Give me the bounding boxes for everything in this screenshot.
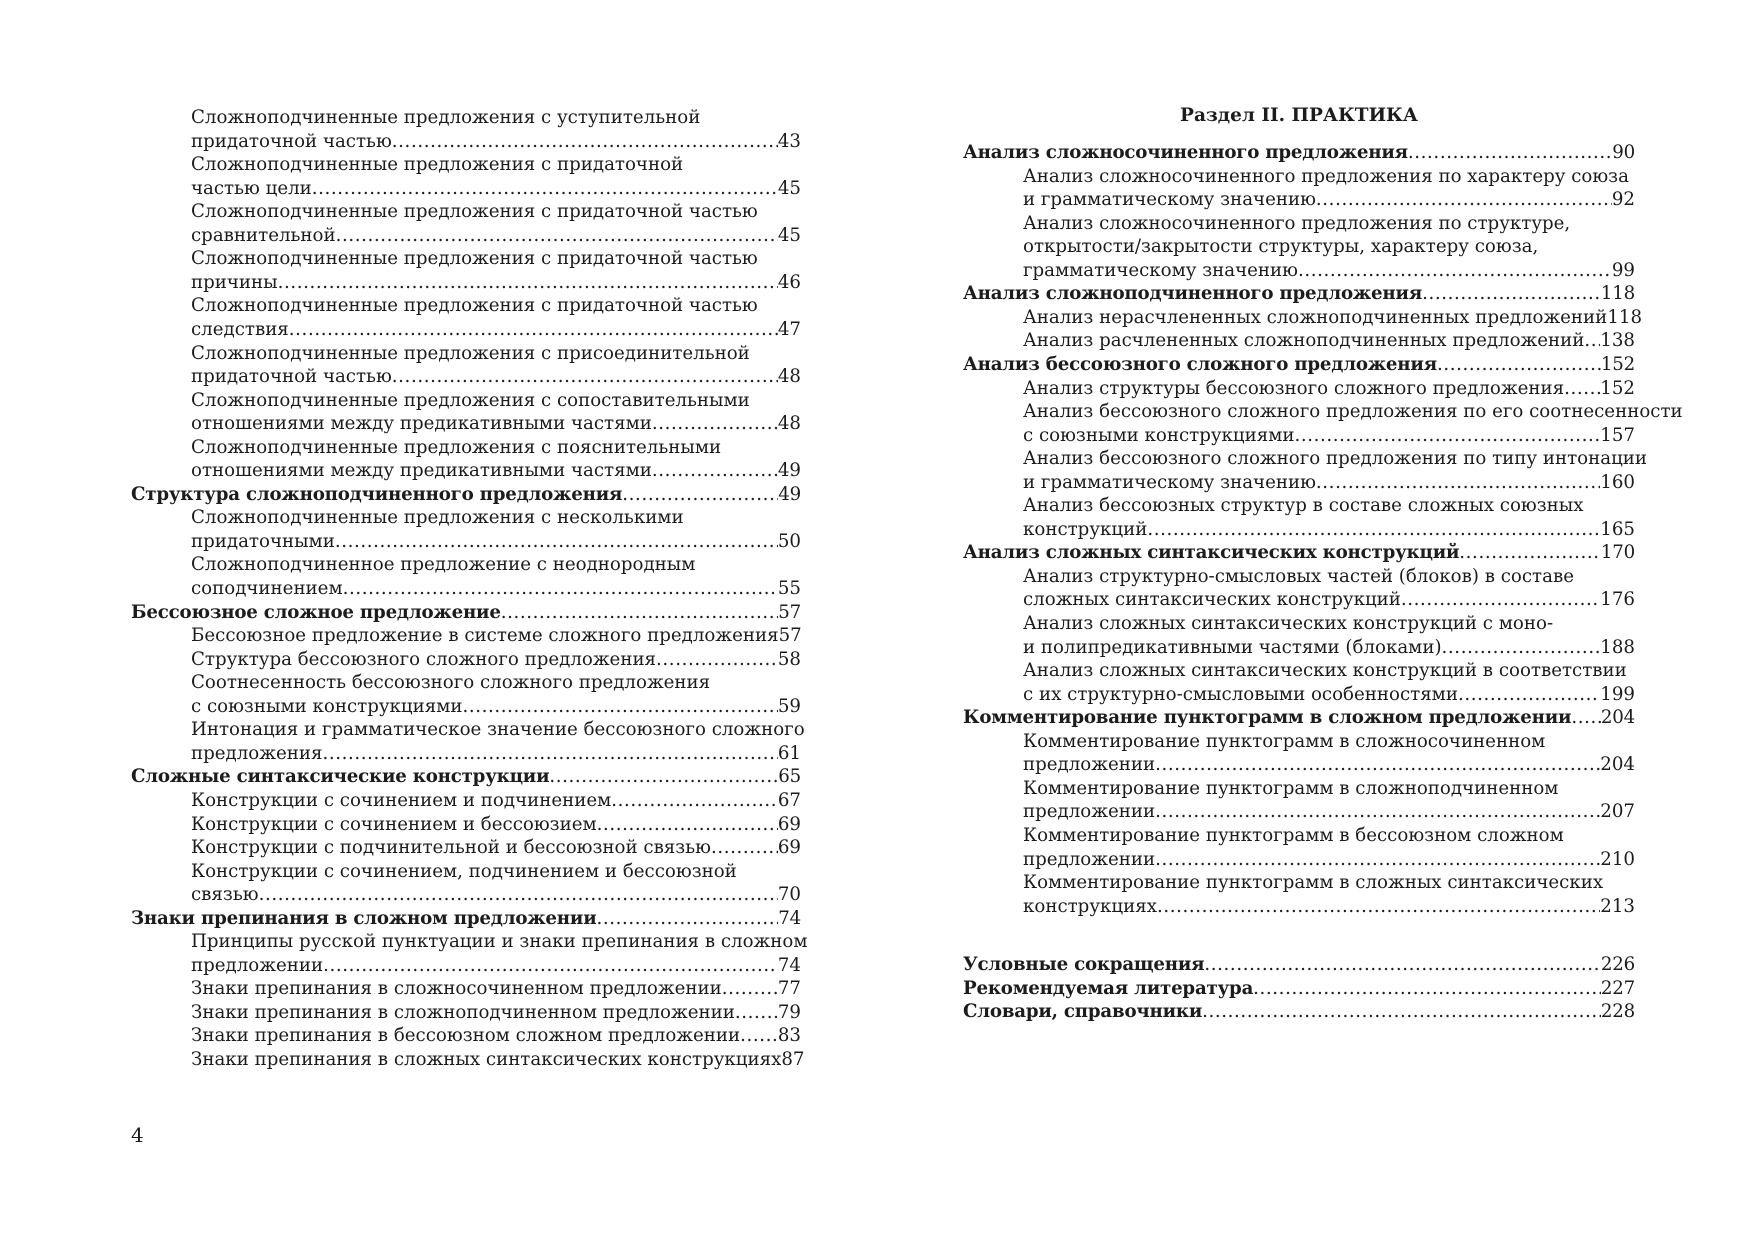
toc-entry-line [1023, 400, 1683, 424]
toc-page-number: 83 [777, 1025, 801, 1047]
toc-entry-line [1023, 306, 1643, 330]
toc-entry-title: причины [191, 271, 278, 293]
toc-entry-title: Бессоюзное сложное предложение [131, 601, 501, 623]
toc-entry-title: Анализ сложных синтаксических конструкций с моно- [1023, 613, 1554, 634]
toc-entry-line [191, 200, 801, 224]
toc-entry-line [1023, 447, 1648, 471]
toc-entry-line [191, 247, 801, 271]
toc-entry-line [191, 624, 801, 648]
dot-leader [322, 742, 777, 766]
toc-entry-title: предложении [1023, 848, 1156, 870]
toc-entry-line [1023, 824, 1635, 848]
toc-entry-title: отношениями между предикативными частями [191, 413, 652, 435]
toc-entry-line [1023, 212, 1635, 236]
toc-entry-title: предложения [191, 742, 323, 764]
toc-entry-line [191, 1001, 801, 1025]
toc-entry-line [1023, 848, 1635, 872]
dot-leader [259, 883, 778, 907]
toc-entry-title: Конструкции с подчинительной и бессоюзной связью [191, 837, 711, 859]
dot-leader [1459, 541, 1601, 565]
page-number: 4 [131, 1123, 144, 1147]
toc-entry-title: Конструкции с сочинением, подчинением и бессоюзной [191, 860, 737, 882]
toc-entry-line [191, 836, 801, 860]
toc-entry-title: Конструкции с сочинением и подчинением [191, 789, 612, 811]
toc-entry-title: связью [191, 884, 259, 906]
toc-entry-line [191, 365, 801, 389]
toc-page-number: 59 [777, 695, 801, 717]
toc-entry-line [191, 695, 801, 719]
toc-entry-line [1023, 730, 1635, 754]
toc-entry-line [191, 789, 801, 813]
dot-leader [501, 601, 779, 625]
toc-entry-title: Структура сложноподчиненного предложения [131, 483, 623, 505]
toc-entry-line [1023, 659, 1635, 683]
dot-leader [1155, 800, 1600, 824]
dot-leader [1316, 188, 1612, 212]
toc-entry-line [1023, 377, 1635, 401]
dot-leader [656, 648, 778, 672]
toc-entry-line [191, 1048, 805, 1072]
toc-page-number: 48 [777, 366, 801, 388]
toc-entry-line [191, 530, 801, 554]
toc-page-number: 55 [777, 578, 801, 599]
toc-entry-line [191, 106, 801, 130]
toc-page-number: 70 [777, 884, 801, 906]
toc-page-number: 90 [1612, 142, 1635, 163]
toc-entry-line [191, 153, 801, 177]
toc-entry-line [191, 342, 801, 366]
toc-entry-title: Анализ сложносочиненного предложения по характеру союза [1023, 165, 1629, 187]
toc-chapter-line [131, 765, 801, 789]
toc-entry-title: Сложноподчиненное предложение с неоднородным [191, 554, 696, 576]
toc-page-number: 87 [781, 1049, 805, 1070]
toc-entry-title: частью цели [191, 177, 312, 199]
toc-page-number: 213 [1600, 895, 1635, 917]
toc-page-number: 61 [777, 742, 801, 764]
toc-entry-line [1023, 518, 1635, 542]
dot-leader [1316, 471, 1600, 495]
toc-page-number: 57 [778, 625, 802, 647]
toc-page-number: 138 [1600, 330, 1635, 352]
toc-entry-line [191, 412, 801, 436]
toc-page-number: 226 [1600, 954, 1635, 975]
dot-leader [392, 130, 778, 154]
toc-entry-title: и полипредикативными частями (блоками) [1023, 636, 1442, 658]
dot-leader [392, 365, 778, 389]
toc-entry-title: Сложноподчиненные предложения с придаточной частью [191, 248, 758, 270]
toc-chapter-line [131, 483, 801, 507]
toc-entry-title: Интонация и грамматическое значение бессоюзного сложного [191, 719, 805, 741]
toc-entry-title: Конструкции с сочинением и бессоюзием [191, 813, 597, 835]
toc-entry-line [191, 977, 801, 1001]
toc-entry-title: придаточной частью [191, 130, 392, 152]
toc-entry-line [191, 553, 801, 577]
toc-entry-title: грамматическому значению [1023, 259, 1299, 281]
toc-entry-title: Анализ бессоюзного сложного предложения [963, 353, 1437, 375]
dot-leader [1157, 895, 1600, 919]
toc-page-number: 58 [777, 648, 801, 670]
toc-entry-line [191, 294, 801, 318]
toc-page-number: 57 [778, 601, 801, 623]
toc-page-number: 77 [777, 978, 801, 1000]
toc-entry-title: сложных синтаксических конструкций [1023, 589, 1401, 611]
dot-leader [1202, 1000, 1601, 1024]
toc-page-number: 170 [1600, 542, 1635, 564]
toc-page-number: 188 [1600, 636, 1635, 658]
dot-leader [1155, 753, 1600, 777]
toc-entry-line [191, 718, 805, 742]
toc-entry-line [1023, 895, 1635, 919]
toc-entry-line [1023, 424, 1635, 448]
toc-entry-title: Принципы русской пунктуации и знаки препинания в сложном [191, 931, 808, 953]
toc-entry-title: отношениями между предикативными частями [191, 460, 652, 482]
toc-entry-title: Анализ бессоюзных структур в составе сложных союзных [1023, 495, 1584, 517]
toc-entry-line [191, 506, 801, 530]
toc-entry-title: Сложноподчиненные предложения с придаточной [191, 154, 684, 176]
toc-page-number: 157 [1600, 424, 1635, 446]
toc-entry-title: Анализ структурно-смысловых частей (блоков) в составе [1023, 565, 1574, 587]
toc-entry-line [191, 436, 801, 460]
toc-entry-title: Знаки препинания в сложносочиненном предложении [191, 978, 722, 1000]
toc-entry-title: Комментирование пунктограмм в сложносочиненном [1023, 730, 1546, 752]
toc-entry-line [191, 130, 801, 154]
toc-entry-title: Сложноподчиненные предложения с присоединительной [191, 342, 750, 364]
dot-leader [1253, 977, 1601, 1001]
toc-entry-title: предложении [1023, 754, 1156, 776]
toc-entry-title: Анализ бессоюзного сложного предложения по типу интонации [1023, 448, 1648, 470]
toc-entry-line [1023, 753, 1635, 777]
toc-entry-line [191, 271, 801, 295]
dot-leader [735, 1001, 778, 1025]
toc-chapter-line [963, 282, 1635, 306]
toc-page-number: 43 [777, 130, 801, 152]
toc-chapter-line [963, 977, 1635, 1001]
dot-leader [289, 318, 778, 342]
toc-entry-title: Знаки препинания в бессоюзном сложном предложении [191, 1025, 741, 1047]
toc-entry-title: сравнительной [191, 224, 336, 246]
toc-entry-title: с их структурно-смысловыми особенностями [1023, 683, 1458, 705]
toc-entry-title: Комментирование пунктограмм в бессоюзном сложном [1023, 824, 1564, 846]
toc-page-number: 207 [1600, 801, 1635, 823]
toc-entry-title: и грамматическому значению [1023, 189, 1316, 211]
toc-entry-title: Комментирование пунктограмм в сложных синтаксических [1023, 872, 1604, 894]
dot-leader [652, 412, 778, 436]
dot-leader [1294, 424, 1600, 448]
toc-entry-line [191, 930, 808, 954]
dot-leader [1437, 353, 1601, 377]
dot-leader [1408, 141, 1612, 165]
dot-leader [596, 907, 778, 931]
toc-entry-title: с союзными конструкциями [1023, 424, 1295, 446]
toc-entry-title: Анализ сложносочиненного предложения [963, 142, 1408, 163]
toc-entry-line [1023, 188, 1635, 212]
toc-page-number: 152 [1600, 377, 1635, 399]
toc-page-number: 176 [1600, 589, 1635, 611]
toc-page-number: 74 [777, 954, 801, 976]
toc-entry-title: Словари, справочники [963, 1001, 1203, 1023]
toc-entry-title: Бессоюзное предложение в системе сложного предложения [191, 625, 779, 647]
toc-entry-line [1023, 871, 1635, 895]
toc-page-number: 74 [778, 907, 801, 929]
dot-leader [1401, 588, 1600, 612]
toc-entry-line [191, 648, 801, 672]
dot-leader [1298, 259, 1612, 283]
dot-leader [278, 271, 778, 295]
toc-chapter-line [131, 601, 801, 625]
dot-leader [1458, 683, 1600, 707]
toc-entry-line [1023, 636, 1635, 660]
toc-page-number: 204 [1600, 707, 1635, 729]
toc-page-number: 79 [777, 1001, 801, 1023]
toc-entry-title: Сложноподчиненные предложения с пояснительными [191, 436, 722, 458]
dot-leader [652, 459, 778, 483]
toc-page-number: 47 [777, 318, 801, 340]
toc-chapter-line [963, 353, 1635, 377]
dot-leader [1147, 518, 1600, 542]
toc-page-number: 45 [777, 177, 801, 199]
toc-entry-title: конструкциях [1023, 895, 1157, 917]
toc-entry-line [1023, 777, 1635, 801]
dot-leader [1442, 636, 1601, 660]
toc-page-number: 152 [1600, 353, 1635, 375]
toc-page-number: 210 [1600, 848, 1635, 870]
dot-leader [312, 177, 778, 201]
toc-entry-line [191, 860, 801, 884]
toc-entry-line [1023, 235, 1635, 259]
toc-entry-title: Сложноподчиненные предложения с придаточной частью [191, 201, 758, 223]
toc-page-number: 69 [777, 813, 801, 835]
toc-entry-line [1023, 612, 1635, 636]
toc-page-number: 99 [1611, 259, 1635, 281]
dot-leader [622, 483, 778, 507]
toc-page-number: 228 [1600, 1001, 1635, 1023]
toc-entry-line [191, 577, 801, 601]
dot-leader [1584, 329, 1600, 353]
toc-entry-title: следствия [191, 318, 289, 340]
toc-entry-title: конструкций [1023, 518, 1148, 540]
toc-entry-title: соподчинением [191, 578, 343, 599]
toc-entry-line [1023, 494, 1635, 518]
toc-entry-title: Сложноподчиненные предложения с уступительной [191, 107, 701, 128]
toc-entry-title: Условные сокращения [963, 954, 1205, 975]
toc-entry-title: Комментирование пунктограмм в сложном предложении [963, 707, 1572, 729]
toc-entry-title: Комментирование пунктограмм в сложноподчиненном [1023, 777, 1559, 799]
section-title: Раздел II. ПРАКТИКА [1180, 105, 1418, 126]
toc-entry-title: с союзными конструкциями [191, 695, 463, 717]
toc-chapter-line [963, 953, 1635, 977]
toc-entry-line [1023, 165, 1635, 189]
toc-page-number: 69 [777, 837, 801, 859]
toc-entry-line [191, 224, 801, 248]
toc-entry-title: Анализ сложных синтаксических конструкций в соответствии [1023, 660, 1627, 682]
dot-leader [611, 789, 778, 813]
toc-entry-title: Сложноподчиненные предложения с придаточной частью [191, 295, 758, 317]
toc-entry-line [191, 671, 801, 695]
toc-entry-line [191, 459, 801, 483]
toc-entry-line [191, 954, 801, 978]
toc-entry-title: Рекомендуемая литература [963, 977, 1254, 999]
toc-entry-line [191, 389, 801, 413]
toc-entry-title: Анализ бессоюзного сложного предложения по его соотнесенности [1023, 401, 1683, 423]
toc-entry-title: Анализ структуры бессоюзного сложного предложения [1023, 377, 1565, 399]
toc-entry-line [1023, 800, 1635, 824]
toc-entry-title: Сложные синтаксические конструкции [131, 766, 550, 788]
toc-entry-title: предложении [191, 954, 324, 976]
toc-page-number: 160 [1600, 471, 1635, 493]
toc-entry-line [1023, 565, 1635, 589]
dot-leader [1422, 282, 1601, 306]
toc-page-number: 92 [1611, 189, 1635, 211]
toc-entry-title: придаточной частью [191, 366, 392, 388]
toc-page-number: 49 [777, 460, 801, 482]
dot-leader [1204, 953, 1600, 977]
toc-entry-line [1023, 471, 1635, 495]
toc-entry-title: Знаки препинания в сложном предложении [131, 907, 597, 929]
dot-leader [597, 813, 778, 837]
toc-entry-title: придаточными [191, 530, 335, 552]
toc-page-number: 165 [1600, 518, 1635, 540]
toc-entry-line [191, 813, 801, 837]
toc-chapter-line [963, 1000, 1635, 1024]
toc-entry-line [191, 318, 801, 342]
toc-entry-title: Сложноподчиненные предложения с несколькими [191, 507, 684, 529]
toc-chapter-line [963, 541, 1635, 565]
toc-page-number: 49 [778, 483, 801, 505]
dot-leader [711, 836, 778, 860]
toc-entry-title: Анализ сложносочиненного предложения по структуре, [1023, 212, 1571, 234]
toc-page-number: 118 [1607, 306, 1643, 328]
toc-entry-title: открытости/закрытости структуры, характеру союза, [1023, 236, 1539, 258]
dot-leader [1564, 377, 1600, 401]
dot-leader [323, 954, 778, 978]
toc-entry-title: Анализ расчлененных сложноподчиненных предложений [1023, 330, 1585, 352]
toc-page-number: 118 [1600, 283, 1635, 305]
dot-leader [740, 1024, 778, 1048]
dot-leader [462, 695, 777, 719]
toc-entry-title: Соотнесенность бессоюзного сложного предложения [191, 672, 711, 694]
toc-entry-title: Знаки препинания в сложноподчиненном предложении [191, 1001, 735, 1023]
toc-page-number: 46 [777, 271, 801, 293]
dot-leader [343, 577, 778, 601]
toc-entry-title: предложении [1023, 801, 1156, 823]
toc-entry-line [191, 742, 801, 766]
toc-entry-title: Анализ сложноподчиненного предложения [963, 283, 1423, 305]
toc-page-number: 67 [777, 789, 801, 811]
toc-page-number: 204 [1600, 754, 1635, 776]
toc-entry-line [1023, 329, 1635, 353]
dot-leader [335, 530, 778, 554]
toc-entry-line [1023, 683, 1635, 707]
toc-entry-line [1023, 259, 1635, 283]
toc-entry-line [191, 883, 801, 907]
toc-chapter-line [963, 141, 1635, 165]
toc-entry-title: и грамматическому значению [1023, 471, 1316, 493]
toc-entry-title: Знаки препинания в сложных синтаксических конструкциях [191, 1049, 782, 1070]
toc-page-number: 65 [778, 766, 801, 788]
toc-entry-title: Анализ сложных синтаксических конструкций [963, 542, 1460, 564]
dot-leader [1571, 706, 1601, 730]
toc-page-number: 199 [1600, 683, 1635, 705]
toc-entry-line [191, 177, 801, 201]
toc-entry-line [191, 1024, 801, 1048]
toc-entry-title: Структура бессоюзного сложного предложения [191, 648, 657, 670]
toc-page-number: 48 [777, 413, 801, 435]
toc-chapter-line [131, 907, 801, 931]
toc-page-number: 227 [1600, 977, 1635, 999]
dot-leader [549, 765, 778, 789]
toc-page-number: 45 [777, 224, 801, 246]
toc-chapter-line [963, 706, 1635, 730]
toc-entry-title: Сложноподчиненные предложения с сопоставительными [191, 389, 750, 411]
dot-leader [336, 224, 778, 248]
toc-entry-line [1023, 588, 1635, 612]
dot-leader [1155, 848, 1600, 872]
toc-page-number: 50 [777, 530, 801, 552]
dot-leader [722, 977, 778, 1001]
toc-entry-title: Анализ нерасчлененных сложноподчиненных предложений [1023, 306, 1608, 328]
